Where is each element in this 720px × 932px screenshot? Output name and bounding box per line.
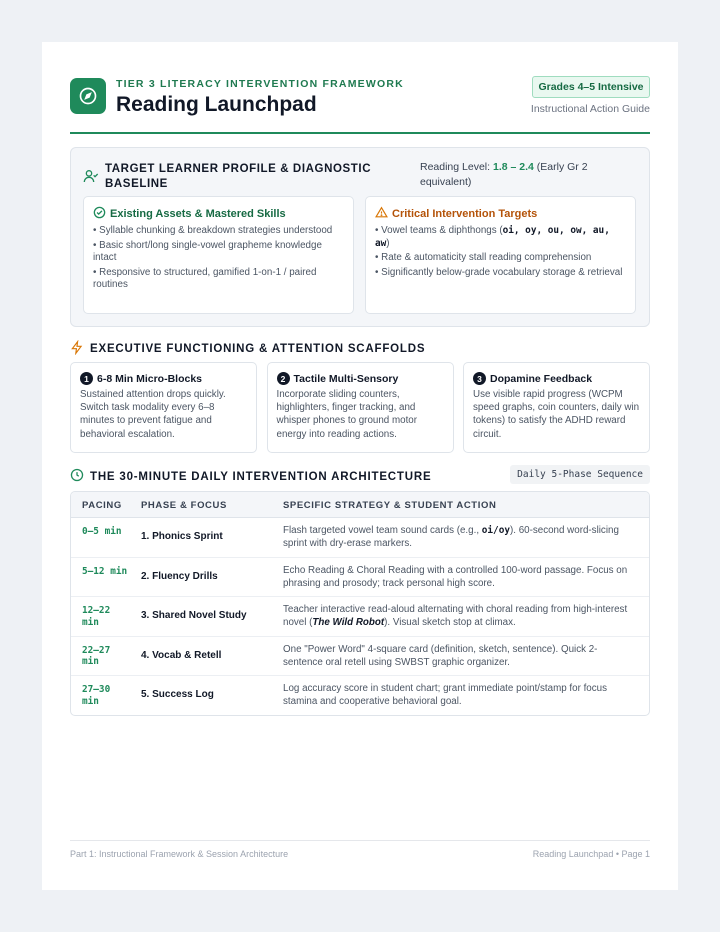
framework-kicker: TIER 3 LITERACY INTERVENTION FRAMEWORK bbox=[116, 78, 404, 90]
action-cell: Teacher interactive read-aloud alternating with choral reading from high-interest novel (The Wild Robot). Visual sketch stop at climax. bbox=[283, 604, 628, 628]
learner-profile-panel bbox=[70, 147, 650, 327]
architecture-section-heading: THE 30-MINUTE DAILY INTERVENTION ARCHITECTURE bbox=[70, 468, 431, 485]
targets-card bbox=[365, 196, 636, 314]
sound-codes: oi/oy bbox=[481, 525, 510, 536]
reading-level-label: Reading Level: bbox=[420, 161, 491, 173]
table-row bbox=[71, 597, 649, 637]
targets-title: Critical Intervention Targets bbox=[392, 208, 538, 220]
assets-list bbox=[93, 225, 344, 292]
assets-card bbox=[83, 196, 354, 314]
list-item: • Syllable chunking & breakdown strategies understood bbox=[93, 225, 344, 238]
compass-icon bbox=[70, 78, 106, 114]
column-header-action: SPECIFIC STRATEGY & STUDENT ACTION bbox=[283, 500, 497, 511]
executive-section-heading: EXECUTIVE FUNCTIONING & ATTENTION SCAFFOLDS bbox=[70, 340, 425, 358]
table-row bbox=[71, 676, 649, 716]
pacing-cell: 12–22 min bbox=[82, 605, 111, 628]
vowel-codes: oi, oy, ou, ow, au, aw bbox=[375, 225, 610, 249]
phase-cell: 4. Vocab & Retell bbox=[141, 649, 222, 661]
targets-list bbox=[375, 225, 626, 279]
table-row bbox=[71, 637, 649, 677]
pacing-cell: 27–30 min bbox=[82, 684, 111, 707]
phase-cell: 5. Success Log bbox=[141, 689, 214, 700]
check-circle-icon bbox=[93, 206, 106, 222]
list-item: • Basic short/long single-vowel grapheme knowledge intact bbox=[93, 240, 344, 265]
scaffold-title: Dopamine Feedback bbox=[490, 372, 593, 385]
sequence-badge: Daily 5-Phase Sequence bbox=[510, 465, 650, 484]
pacing-cell: 5–12 min bbox=[82, 565, 128, 577]
phase-cell: 3. Shared Novel Study bbox=[141, 610, 247, 621]
novel-title: The Wild Robot bbox=[312, 617, 385, 628]
list-item: • Significantly below-grade vocabulary storage & retrieval bbox=[375, 267, 626, 280]
assets-title: Existing Assets & Mastered Skills bbox=[110, 208, 286, 220]
action-cell: Echo Reading & Choral Reading with a controlled 100-word passage. Focus on phrasing and prosody; track personal high score. bbox=[283, 564, 628, 589]
scaffold-card-3 bbox=[463, 362, 650, 453]
column-header-pacing: PACING bbox=[82, 500, 122, 511]
document-header bbox=[70, 76, 650, 134]
list-item: • Responsive to structured, gamified 1-on-1 / paired routines bbox=[93, 267, 344, 292]
table-header bbox=[71, 492, 649, 518]
phase-cell: 2. Fluency Drills bbox=[141, 570, 218, 582]
scaffold-card-2 bbox=[267, 362, 454, 453]
scaffold-body: Sustained attention drops quickly. Switch task modality every 6–8 minutes to prevent fatigue and behavioral escalation. bbox=[80, 389, 226, 440]
document-footer bbox=[70, 840, 650, 860]
user-check-icon bbox=[83, 168, 99, 189]
table-row bbox=[71, 558, 649, 598]
footer-right: Reading Launchpad • Page 1 bbox=[532, 849, 650, 859]
intervention-table bbox=[70, 491, 650, 716]
phase-cell: 1. Phonics Sprint bbox=[141, 531, 223, 542]
grade-badge: Grades 4–5 Intensive bbox=[532, 76, 650, 98]
document-page bbox=[42, 42, 678, 890]
reading-level-value: 1.8 – 2.4 bbox=[492, 161, 534, 173]
step-number: 3 bbox=[473, 372, 486, 385]
pacing-cell: 0–5 min bbox=[82, 526, 122, 537]
scaffold-title: 6-8 Min Micro-Blocks bbox=[97, 372, 203, 385]
pacing-cell: 22–27 min bbox=[82, 644, 111, 667]
list-item: • Rate & automaticity stall reading comprehension bbox=[375, 252, 626, 265]
page-title: Reading Launchpad bbox=[116, 93, 317, 116]
profile-title: TARGET LEARNER PROFILE & DIAGNOSTIC BASELINE bbox=[105, 163, 372, 190]
column-header-phase: PHASE & FOCUS bbox=[141, 500, 227, 511]
step-number: 2 bbox=[277, 372, 290, 385]
table-row bbox=[71, 518, 649, 558]
reading-level-note: (Early Gr 2 equivalent) bbox=[420, 161, 588, 188]
scaffold-card-1 bbox=[70, 362, 257, 453]
scaffold-title: Tactile Multi-Sensory bbox=[293, 372, 399, 385]
scaffold-body: Use visible rapid progress (WCPM speed graphs, coin counters, daily win tokens) to satisfy the ADHD reward circuit. bbox=[473, 389, 640, 440]
action-cell: Flash targeted vowel team sound cards (e.g., oi/oy). 60-second word-slicing sprint with dry-erase markers. bbox=[283, 525, 619, 549]
lightning-icon bbox=[70, 340, 84, 358]
list-item: • Vowel teams & diphthongs (oi, oy, ou, ow, au, aw) bbox=[375, 225, 626, 250]
reading-level bbox=[420, 160, 630, 190]
scaffold-body: Incorporate sliding counters, highlighters, finger tracking, and whisper phones to ground motor energy into reading actions. bbox=[276, 389, 418, 440]
step-number: 1 bbox=[80, 372, 93, 385]
action-cell: One "Power Word" 4-square card (definition, sketch, sentence). Quick 2-sentence oral retell using SWBST graphic organizer. bbox=[283, 643, 598, 668]
warning-icon bbox=[375, 206, 388, 222]
clock-icon bbox=[70, 468, 84, 485]
guide-label: Instructional Action Guide bbox=[530, 103, 650, 115]
action-cell: Log accuracy score in student chart; grant immediate point/stamp for focus stamina and cooperative behavioral goal. bbox=[283, 683, 608, 707]
footer-left: Part 1: Instructional Framework & Session Architecture bbox=[70, 849, 289, 859]
